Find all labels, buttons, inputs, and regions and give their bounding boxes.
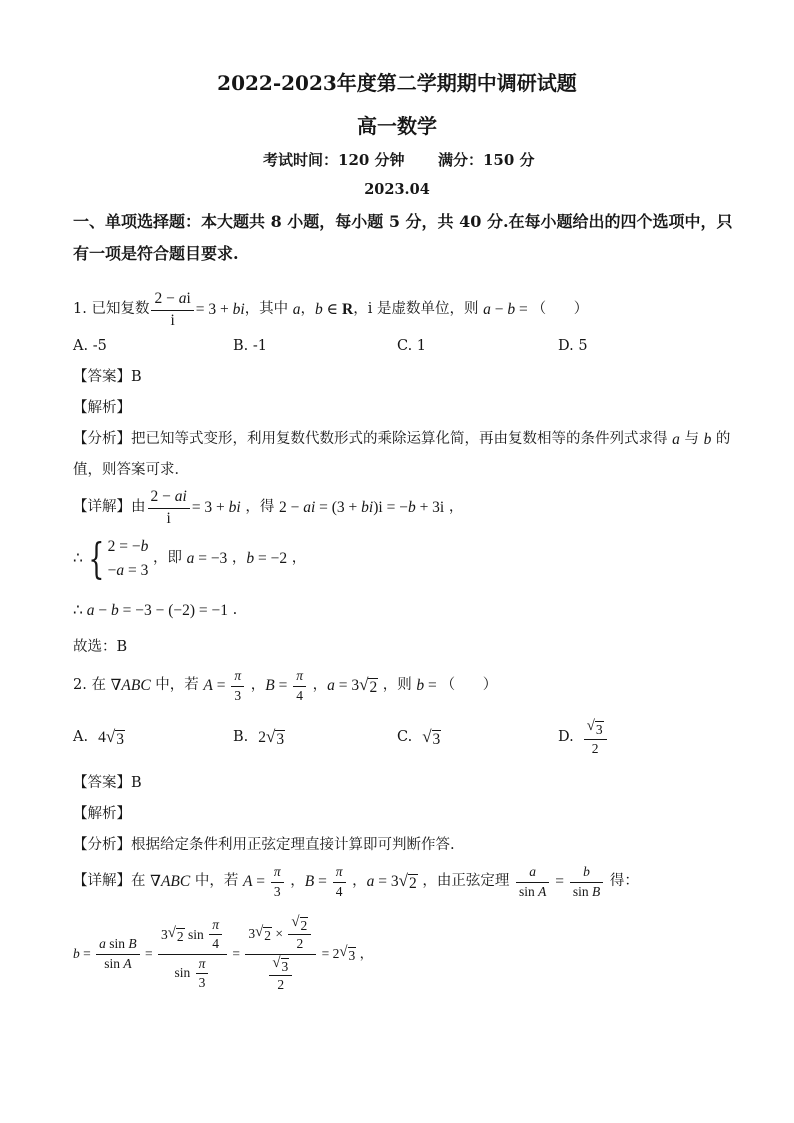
math-operator: = — [424, 676, 441, 694]
fraction-numerator — [151, 290, 193, 311]
analysis-line: 【分析】根据给定条件利用正弦定理直接计算即可判断作答. — [73, 837, 455, 854]
math-token: = 3 + — [195, 300, 233, 318]
option-label: C. — [397, 729, 413, 746]
variable: b — [315, 300, 323, 318]
math-operator: = — [228, 945, 244, 961]
variable: A — [242, 872, 253, 890]
exam-time: 考试时间：120 分钟 — [263, 151, 405, 169]
math-operator: = — [141, 945, 157, 961]
fraction-numerator: π — [209, 917, 222, 935]
analysis-line-2: 值，则答案可求． — [73, 462, 189, 479]
variable: ai — [174, 487, 187, 505]
fraction-numerator — [96, 936, 140, 954]
text-segment: 中，若 — [190, 873, 243, 890]
square-root — [422, 728, 441, 748]
fraction-numerator: b — [570, 864, 603, 882]
fraction-denominator: i — [170, 311, 175, 329]
fraction — [148, 488, 190, 528]
fraction-numerator: π — [293, 668, 306, 686]
math-token: − — [107, 561, 117, 579]
math-token: − — [94, 601, 111, 619]
option-c: C. 1 — [397, 338, 427, 355]
variable: a — [292, 300, 301, 318]
math-operator: = — [515, 300, 532, 318]
fraction-denominator: 4 — [212, 936, 219, 952]
text-segment: ， — [287, 550, 307, 567]
fraction-numerator — [148, 488, 190, 509]
radical-sign: √ — [422, 726, 432, 746]
variable: bi — [232, 300, 245, 318]
variable: b — [703, 430, 712, 448]
fraction-numerator — [158, 917, 227, 954]
radical-sign: √ — [359, 674, 369, 694]
fraction-denominator — [158, 955, 227, 991]
radicand: 2 — [176, 928, 184, 944]
variable: b — [140, 537, 149, 555]
text-segment: ，得 — [240, 499, 279, 516]
radical-sign: √ — [255, 923, 264, 940]
detail-label: 【详解】在 — [73, 873, 151, 890]
variable: a — [86, 601, 95, 619]
text-segment: ， — [246, 677, 266, 694]
fraction — [96, 936, 140, 971]
radicand: 3 — [276, 730, 285, 748]
radicand: 3 — [348, 947, 356, 963]
math-operator: = — [551, 872, 568, 890]
variable: A — [203, 676, 213, 694]
variable: ABC — [121, 676, 151, 694]
math-function: sin — [518, 883, 539, 899]
option-a — [73, 721, 125, 755]
square-root — [399, 872, 418, 892]
question-number: 2. 在 — [73, 677, 111, 694]
text-segment: ， — [307, 677, 328, 694]
math-token: 4 — [98, 728, 106, 746]
variable: bi — [228, 498, 241, 516]
exam-date: 2023.04 — [364, 181, 430, 199]
square-root — [272, 956, 289, 974]
option-d: D. 5 — [558, 338, 588, 355]
fraction — [158, 917, 227, 991]
radical-sign: √ — [586, 718, 595, 735]
math-token: = 3 + — [191, 498, 229, 516]
math-operator: × — [271, 925, 287, 941]
question-1-stem — [73, 286, 588, 334]
square-root — [168, 926, 185, 944]
math-token: 3 — [248, 925, 256, 941]
text-segment: ， — [227, 550, 247, 567]
radicand: 3 — [116, 730, 124, 748]
fraction-numerator: π — [271, 864, 284, 882]
answer-line: 【答案】B — [73, 369, 142, 386]
radicand: 2 — [264, 927, 271, 943]
fraction-denominator: 2 — [277, 976, 285, 992]
fraction — [271, 864, 284, 899]
variable: B — [591, 883, 601, 899]
math-token: = −3 − (−2) = −1 — [118, 601, 229, 619]
choice-line: 故选：B — [73, 639, 128, 656]
radicand: 3 — [595, 722, 603, 738]
variable: ABC — [160, 872, 191, 890]
option-b — [233, 721, 285, 755]
math-token: = −3 — [194, 549, 228, 567]
fraction — [584, 719, 607, 756]
math-token: 2 − — [154, 289, 179, 307]
variable: bi — [361, 498, 374, 516]
square-root — [266, 728, 285, 748]
variable: a — [116, 561, 125, 579]
fraction — [151, 290, 193, 330]
answer-line: 【答案】B — [73, 775, 142, 792]
variable: a — [178, 289, 187, 307]
square-root — [587, 719, 604, 737]
variable: b — [73, 945, 80, 961]
math-operator: = — [212, 676, 230, 694]
math-function: sin — [572, 883, 592, 899]
radical-sign: √ — [266, 726, 276, 746]
variable: B — [265, 676, 275, 694]
solution-label: 【解析】 — [73, 806, 131, 823]
fraction-numerator — [584, 719, 607, 739]
square-root — [291, 915, 308, 933]
math-token: 3 — [161, 926, 168, 942]
fraction-numerator: π — [196, 956, 209, 974]
detail-line-1 — [73, 487, 464, 527]
text-segment: ，即 — [148, 550, 187, 567]
radical-sign: √ — [398, 870, 408, 890]
fraction — [209, 917, 222, 952]
option-d — [558, 718, 609, 756]
variable: b — [416, 676, 425, 694]
radical-sign: √ — [291, 914, 300, 931]
detail-label: 【详解】由 — [73, 499, 146, 516]
variable: B — [128, 936, 137, 952]
math-token: = 3 — [124, 561, 149, 579]
text-segment: 【分析】把已知等式变形，利用复数代数形式的乘除运算化简，再由复数相等的条件列式求得 — [73, 431, 673, 448]
square-root — [255, 925, 272, 943]
fraction-denominator — [245, 955, 316, 993]
math-function: sin — [105, 936, 129, 952]
system-row — [108, 535, 149, 559]
radicand: 2 — [408, 874, 417, 892]
variable: b — [111, 601, 119, 619]
section-heading-line-1: 一、单项选择题：本大题共 8 小题，每小题 5 分，共 40 分.在每小题给出的四个选项中，只 — [73, 212, 733, 232]
fraction — [293, 668, 306, 703]
fraction-numerator — [288, 915, 311, 935]
square-root — [339, 945, 356, 963]
fraction-denominator: 4 — [296, 687, 303, 703]
option-label: B. — [233, 729, 249, 746]
text-segment: . — [228, 602, 238, 619]
exam-title: 2022-2023年度第二学期期中调研试题 — [217, 71, 577, 95]
question-2-stem — [73, 669, 497, 703]
math-function: sin — [174, 965, 194, 981]
radicand: 2 — [300, 918, 308, 934]
math-token: = 3 — [374, 872, 399, 890]
text-segment: 得： — [605, 873, 639, 890]
fraction-denominator: 3 — [198, 974, 206, 990]
left-brace: { — [88, 534, 105, 583]
variable: b — [407, 498, 416, 516]
variable: a — [483, 300, 491, 318]
answer-blank: （ ） — [440, 677, 498, 694]
real-set-symbol: R — [342, 300, 354, 318]
fraction — [516, 864, 549, 899]
option-label: A. — [73, 729, 89, 746]
section-heading-line-2: 有一项是符合题目要求. — [73, 244, 239, 264]
math-operator: = — [274, 676, 292, 694]
answer-blank: （ ） — [531, 301, 589, 318]
result-line — [73, 601, 237, 621]
radicand: 3 — [432, 730, 441, 748]
square-root — [359, 676, 378, 696]
math-token: = 2 — [318, 945, 340, 961]
text-segment: 中，若 — [150, 677, 204, 694]
imaginary-unit: i — [186, 289, 191, 307]
subject-title: 高一数学 — [357, 114, 437, 138]
math-operator: = — [314, 872, 331, 890]
text-segment: ， — [347, 873, 367, 890]
fraction — [245, 915, 316, 993]
fraction-denominator: i — [166, 509, 171, 527]
math-token: = −2 — [254, 549, 288, 567]
fraction-denominator — [516, 883, 549, 900]
variable: a — [186, 549, 195, 567]
question-number: 1. 已知复数 — [73, 301, 150, 318]
variable: b — [507, 300, 516, 318]
fraction-denominator — [96, 955, 140, 972]
math-token: 2 = − — [107, 537, 141, 555]
variable: a — [366, 872, 375, 890]
radicand: 2 — [369, 678, 378, 696]
math-operator: ∈ — [322, 300, 343, 318]
math-function: sin — [184, 926, 208, 942]
fraction-numerator — [245, 915, 316, 954]
therefore-symbol: ∴ — [73, 549, 83, 567]
fraction-denominator — [570, 883, 603, 900]
variable: A — [123, 955, 132, 971]
option-a: A. -5 — [73, 338, 107, 355]
radical-sign: √ — [339, 943, 348, 960]
option-c — [397, 721, 441, 755]
fraction-denominator: 3 — [273, 883, 281, 899]
fraction — [288, 915, 311, 952]
equation-system — [108, 535, 149, 583]
math-token: 2 − — [278, 498, 304, 516]
option-label: D. — [558, 729, 574, 746]
variable: A — [538, 883, 547, 899]
fraction-denominator: 2 — [296, 936, 304, 952]
math-token: 2 — [258, 728, 267, 746]
fraction — [570, 864, 603, 899]
triangle-symbol: ∇ — [150, 872, 161, 890]
detail-line-2 — [73, 864, 639, 900]
math-operator: = — [252, 872, 269, 890]
therefore-symbol: ∴ — [73, 601, 87, 619]
math-operator: = — [79, 945, 95, 961]
option-b: B. -1 — [233, 338, 267, 355]
variable: a — [99, 936, 106, 952]
system-row — [108, 559, 149, 583]
text-segment: ， — [285, 873, 305, 890]
variable: a — [672, 430, 680, 448]
fraction-numerator — [269, 956, 292, 976]
variable: a — [327, 676, 335, 694]
math-token: = (3 + — [315, 498, 362, 516]
square-root — [106, 728, 125, 748]
text-segment: ，i 是虚数单位，则 — [353, 301, 484, 318]
solution-label: 【解析】 — [73, 400, 131, 417]
variable: ai — [303, 498, 316, 516]
full-score: 满分：150 分 — [438, 151, 535, 169]
law-of-sines-formula — [73, 912, 373, 996]
text-segment: ， — [356, 945, 374, 961]
math-token: + 3i — [415, 498, 445, 516]
text-segment: 与 — [679, 431, 704, 448]
math-operator: − — [490, 300, 508, 318]
math-token: 2 − — [150, 487, 175, 505]
radical-sign: √ — [105, 726, 116, 746]
math-function: sin — [104, 955, 124, 971]
text-segment: ，则 — [378, 677, 417, 694]
radical-sign: √ — [167, 924, 176, 941]
text-segment: 的 — [711, 431, 731, 448]
text-segment: ， — [300, 301, 316, 318]
math-token: = 3 — [334, 676, 360, 694]
fraction-denominator: 3 — [234, 687, 242, 703]
fraction — [269, 956, 292, 993]
text-segment: ， — [444, 499, 464, 516]
triangle-symbol: ∇ — [110, 676, 122, 694]
math-token: )i = − — [373, 498, 408, 516]
fraction — [333, 864, 346, 899]
radical-sign: √ — [272, 954, 281, 971]
text-segment: ，由正弦定理 — [417, 873, 514, 890]
variable: b — [246, 549, 255, 567]
fraction-numerator: π — [333, 864, 346, 882]
fraction-denominator: 2 — [591, 740, 599, 756]
analysis-line-1 — [73, 430, 730, 450]
fraction — [231, 668, 244, 703]
fraction-numerator: a — [516, 864, 549, 882]
fraction-numerator: π — [231, 668, 244, 686]
variable: B — [304, 872, 315, 890]
equation-system-line — [73, 535, 306, 583]
fraction — [196, 956, 209, 991]
fraction-denominator: 4 — [335, 883, 343, 899]
text-segment: ，其中 — [244, 301, 293, 318]
radicand: 3 — [281, 958, 289, 974]
